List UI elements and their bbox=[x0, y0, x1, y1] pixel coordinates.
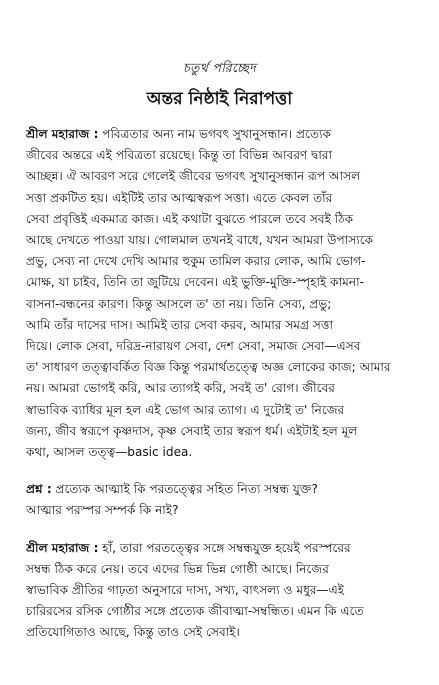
text-line: মোক্ষ, যা চাইব, তিনি তা জুটিয়ে দেবেন। এই ভুক্তি-মুক্তি-স্পৃহাই কামনা- bbox=[26, 275, 364, 290]
page-title: অন্তর নিষ্ঠাই নিরাপত্তা bbox=[146, 89, 293, 109]
text-line: আত্মার পরস্পর সম্পর্ক কি নাই? bbox=[26, 503, 179, 518]
text-line bbox=[26, 479, 415, 500]
text-line: জীবের অন্তরে এই পবিত্রতা রয়েছে। কিন্তু তা বিভিন্ন আবরণ দ্বারা bbox=[26, 148, 333, 163]
text-line: স্বাভাবিক ব্যাধির মূল হল এই ভোগ আর ত্যাগ। এ দুটোই ত' নিজের bbox=[26, 402, 345, 417]
text-line: নয়। আমরা ভোগই করি, আর ত্যাগই করি, সবই ত' রোগ। জীবের bbox=[26, 381, 335, 396]
text-line: সেবা প্রবৃত্তিই একমাত্র কাজ। এই কথাটা বুঝতে পারলে তবে সবই ঠিক bbox=[26, 211, 354, 226]
text-line: চারিরসের রসিক গোষ্ঠীর সঙ্গে প্রত্যেক জীবাত্মা-সম্বন্ধিত। এমন কি এতে bbox=[26, 604, 364, 619]
text-line: প্রভু, সেব্য না দেখে দেখি আমার হুকুম তামিল করার লোক, আমি ভোগ- bbox=[26, 254, 366, 269]
text-line: আমি তাঁর দাসের দাস। আমিই তার সেবা করব, আমার সমগ্র সত্তা bbox=[26, 317, 334, 332]
speaker-label: শ্রীল মহারাজ : bbox=[26, 127, 99, 141]
text-line: স্বাভাবিক প্রীতির গাঢ়তা অনুসারে দাস্য, সখ্য, বাৎসল্য ও মধুর—এই bbox=[26, 583, 345, 598]
text-line: বাসনা-বন্ধনের কারণ। কিন্তু আসলে ত' তা নয়। তিনি সেব্য, প্রভু; bbox=[26, 296, 332, 311]
paragraph-3 bbox=[26, 538, 415, 644]
text-line bbox=[26, 124, 415, 145]
paragraph-2 bbox=[26, 479, 415, 521]
text-line bbox=[26, 538, 415, 559]
text-line: প্রতিযোগিতাও আছে, কিন্তু তাও সেই সেবাই। bbox=[26, 625, 240, 640]
question-label: প্রশ্ন : bbox=[26, 482, 52, 497]
body-text bbox=[26, 124, 415, 644]
text-line: দিয়ে। লোক সেবা, দরিদ্র-নারায়ণ সেবা, দেশ সেবা, সমাজ সেবা—এসব bbox=[26, 339, 361, 354]
text-line-content: পবিত্রতার অন্য নাম ভগবৎ সুখানুসন্ধান। প্রত্যেক bbox=[102, 127, 331, 141]
paragraph-1 bbox=[26, 124, 415, 463]
chapter-heading: চতুর্থ পরিচ্ছেদ bbox=[183, 60, 256, 75]
text-line: ত' সাধারণ তত্ত্বাবর্কিত বিজ্ঞ কিন্তু পরমার্থতত্ত্বে অজ্ঞ লোকের কাজ; আমার bbox=[26, 360, 391, 375]
text-line: আছে দেখতে পাওয়া যায়। গোলমাল তখনই বাধে, যখন আমরা উপাস্যকে bbox=[26, 233, 374, 248]
text-line: সম্বন্ধ ঠিক করে নেয়। তবে এদের ভিন্ন ভিন্ন গোষ্ঠী আছে। নিজের bbox=[26, 561, 329, 576]
speaker-label: শ্রীল মহারাজ : bbox=[26, 540, 99, 555]
text-line: সত্তা প্রকটিত হয়। এইটিই তার আত্মস্বরূপ সত্তা। এতে কেবল তাঁর bbox=[26, 190, 333, 205]
text-line-content: হাঁ, তারা পরতত্ত্বের সঙ্গে সম্বন্ধযুক্ত হয়েই পরস্পরের bbox=[102, 540, 351, 555]
text-line-content: প্রত্যেক আত্মাই কি পরতত্ত্বের সহিত নিত্য সম্বন্ধ যুক্ত? bbox=[55, 482, 318, 497]
text-line: আচ্ছন্ন। ঐ আবরণ সরে গেলেই জীবের ভগবৎ সুখানুসন্ধান রূপ আসল bbox=[26, 169, 361, 184]
text-line: কথা, আসল তত্ত্ব—basic idea. bbox=[26, 445, 193, 460]
text-line: জন্য, জীব স্বরূপে কৃষ্ণদাস, কৃষ্ণ সেবাই তার স্বরূপ ধর্ম। এইটাই হল মূল bbox=[26, 423, 358, 438]
